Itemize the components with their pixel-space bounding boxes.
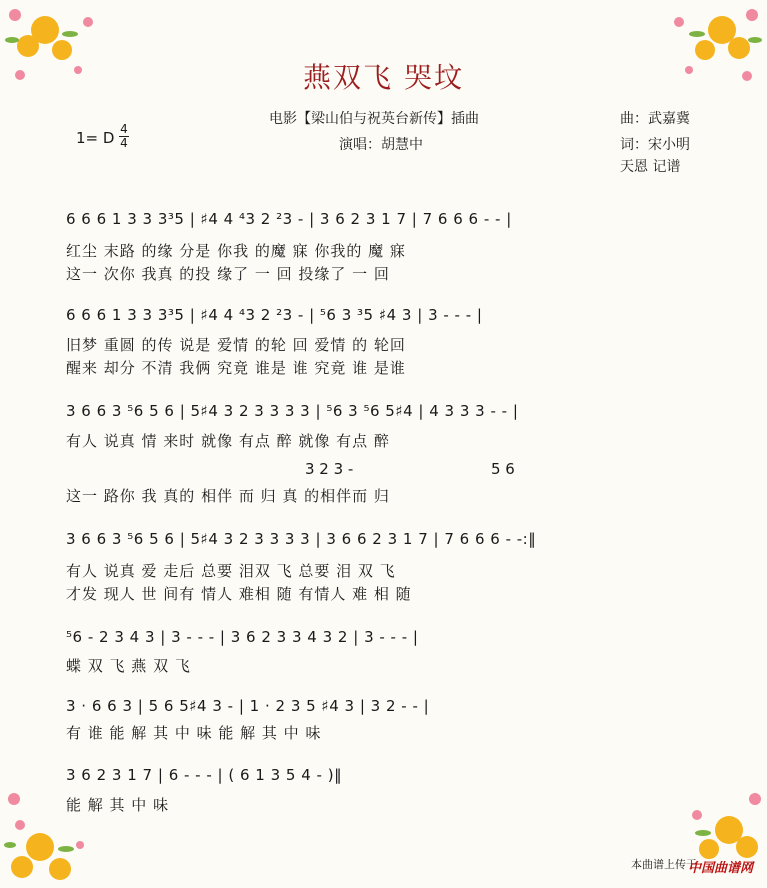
notation-row-1 bbox=[66, 210, 706, 236]
singer: 演唱：胡慧中 bbox=[339, 137, 423, 153]
alt-notation: 5 6 bbox=[491, 460, 515, 478]
lyric-line: 有 谁 能 解 其 中 味 能 解 其 中 味 bbox=[66, 724, 322, 742]
key-signature: 1= D bbox=[76, 129, 115, 147]
notation-row-3 bbox=[66, 402, 706, 428]
transcriber: 天恩 记谱 bbox=[620, 159, 681, 175]
lyric-line: 能 解 其 中 味 bbox=[66, 796, 170, 814]
site-logo: 中国曲谱网 bbox=[687, 861, 753, 876]
lyric-line: 蝶 双 飞 燕 双 飞 bbox=[66, 657, 191, 675]
source-film: 电影【梁山伯与祝英台新传】插曲 bbox=[269, 111, 479, 127]
song-title: 燕双飞 哭坟 bbox=[303, 61, 464, 94]
notation-line: ⁵6 - 2 3 4 3 | 3 - - - | 3 6 2 3 3 4 3 2 | 3 - - - | bbox=[66, 628, 419, 646]
lyric-line: 有人 说真 爱 走后 总要 泪双 飞 总要 泪 双 飞 bbox=[66, 562, 396, 580]
notation-row-5 bbox=[66, 628, 706, 654]
lyric-line: 醒来 却分 不清 我俩 究竟 谁是 谁 究竟 谁 是谁 bbox=[66, 359, 406, 377]
time-signature bbox=[118, 124, 130, 149]
notation-line: 6 6 6 1 3 3 3³5 | ♯4 4 ⁴3 2 ²3 - | ⁵6 3 ³5 ♯4 3 | 3 - - - | bbox=[66, 306, 483, 324]
notation-row-6 bbox=[66, 697, 706, 723]
notation-line: 3 · 6 6 3 | 5 6 5♯4 3 - | 1 · 2 3 5 ♯4 3 | 3 2 - - | bbox=[66, 697, 430, 715]
lyric-line: 这一 路你 我 真的 相伴 而 归 真 的相伴而 归 bbox=[66, 487, 390, 505]
upload-note: 本曲谱上传于 bbox=[631, 858, 697, 871]
lyric-line: 旧梦 重圆 的传 说是 爱情 的轮 回 爱情 的 轮回 bbox=[66, 336, 406, 354]
notation-row-2 bbox=[66, 306, 706, 332]
lyric-line: 有人 说真 情 来时 就像 有点 醉 就像 有点 醉 bbox=[66, 432, 390, 450]
notation-line: 6 6 6 1 3 3 3³5 | ♯4 4 ⁴3 2 ²3 - | 3 6 2 3 1 7 | 7 6 6 6 - - | bbox=[66, 210, 512, 228]
notation-row-7 bbox=[66, 766, 706, 792]
composer: 曲：武嘉冀 bbox=[620, 111, 690, 127]
lyric-line: 这一 次你 我真 的投 缘了 一 回 投缘了 一 回 bbox=[66, 265, 390, 283]
time-signature-top: 4 bbox=[120, 122, 128, 136]
notation-line: 3 6 6 3 ⁵6 5 6 | 5♯4 3 2 3 3 3 3 | 3 6 6 2 3 1 7 | 7 6 6 6 - -:‖ bbox=[66, 530, 537, 548]
notation-line: 3 6 2 3 1 7 | 6 - - - | ( 6 1 3 5 4 - )‖ bbox=[66, 766, 343, 784]
notation-row-4 bbox=[66, 530, 706, 556]
notation-line: 3 6 6 3 ⁵6 5 6 | 5♯4 3 2 3 3 3 3 | ⁵6 3 ⁵6 5♯4 | 4 3 3 3 - - | bbox=[66, 402, 519, 420]
lyric-line: 红尘 末路 的缘 分是 你我 的魔 寐 你我的 魔 寐 bbox=[66, 242, 406, 260]
lyric-line: 才发 现人 世 间有 情人 难相 随 有情人 难 相 随 bbox=[66, 585, 412, 603]
lyricist: 词：宋小明 bbox=[620, 137, 690, 153]
time-signature-bottom: 4 bbox=[120, 136, 128, 150]
alt-notation: 3 2 3 - bbox=[305, 460, 354, 478]
